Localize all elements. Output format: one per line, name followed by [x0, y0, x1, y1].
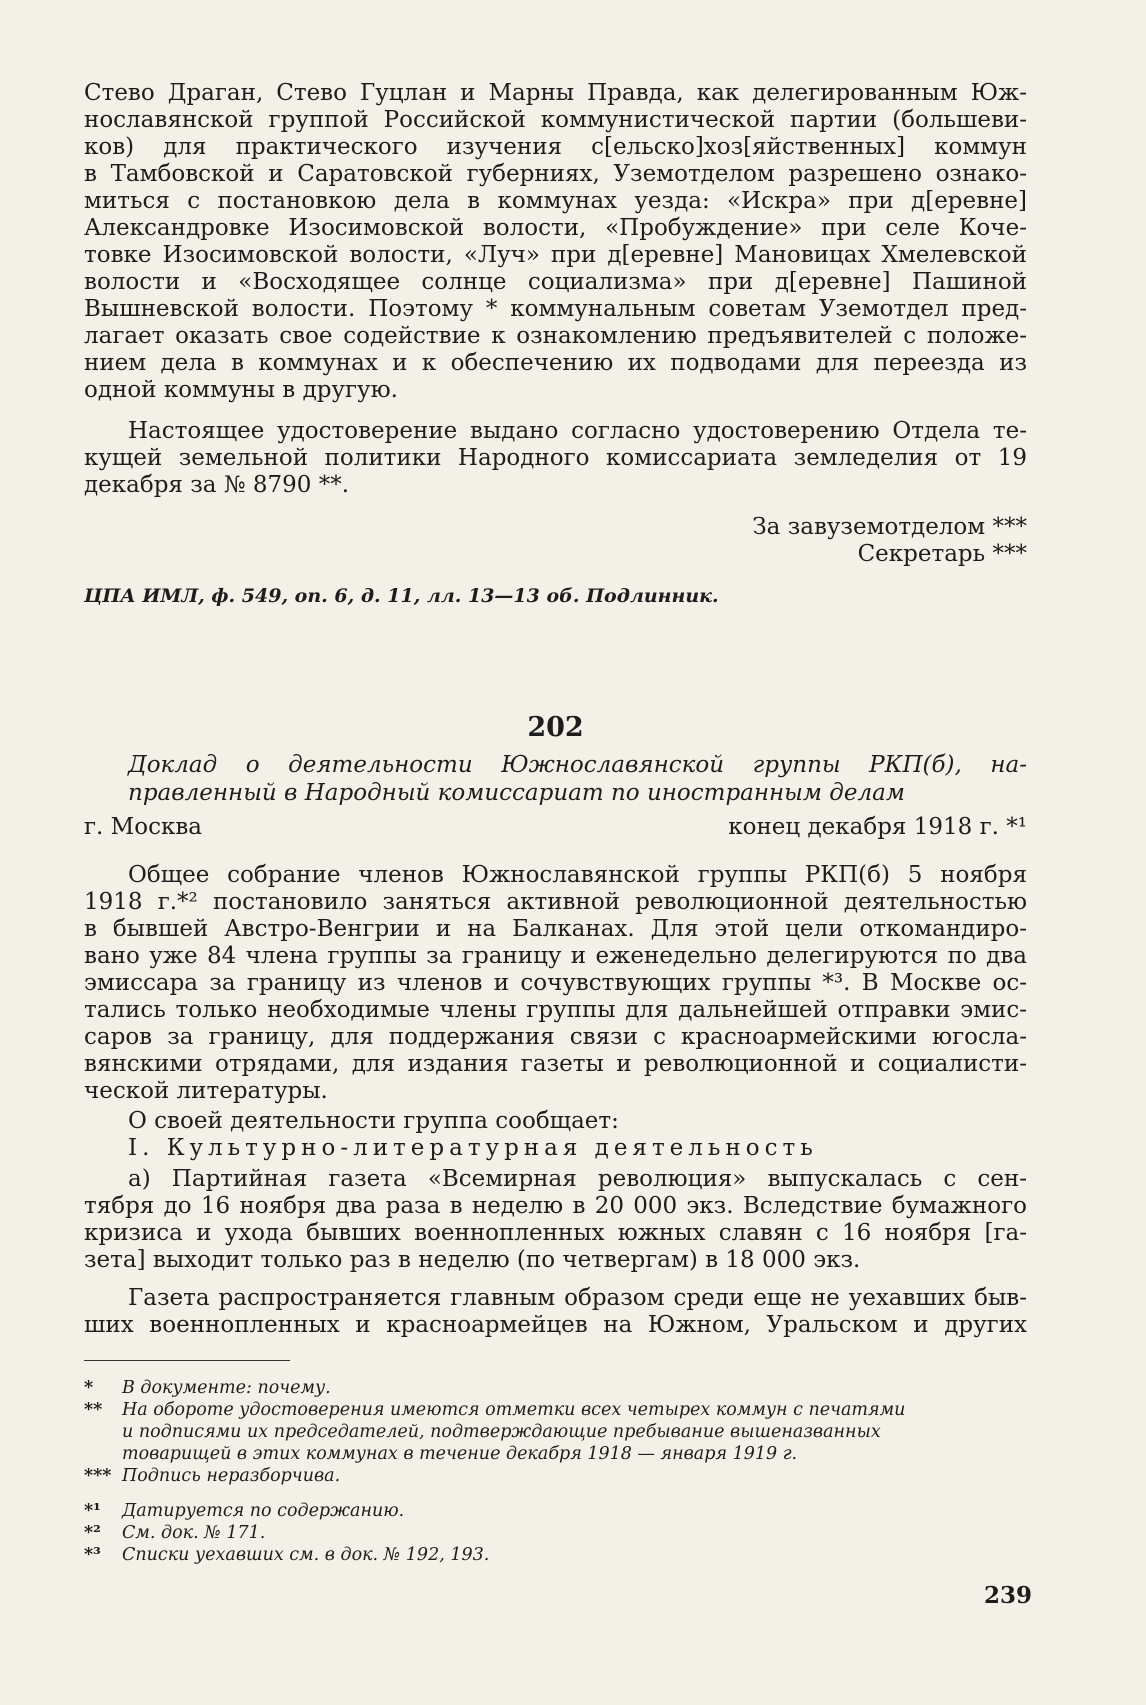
- text-line: Стево Драган, Стево Гуцлан и Марны Правда, как делегированным Юж-: [84, 80, 1027, 106]
- endnote: *² См. док. № 171.: [84, 1523, 266, 1543]
- footnotes: [84, 1377, 1027, 1487]
- text-line: волости и «Восходящее солнце социализма» при д[еревне] Пашиной: [84, 269, 1027, 295]
- footnote: ** На обороте удостоверения имеются отметки всех четырех коммун с печатями: [84, 1400, 906, 1420]
- footnote: и подписями их председателей, подтверждающие пребывание вышеназванных: [122, 1422, 881, 1442]
- signature-block: [84, 514, 1027, 568]
- page-number: 239: [984, 1582, 1033, 1609]
- text-line: декабря за № 8790 **.: [84, 472, 350, 498]
- date: конец декабря 1918 г. *¹: [728, 814, 1027, 840]
- text-line: кризиса и ухода бывших военнопленных южных славян с 16 ноября [га-: [84, 1220, 1027, 1246]
- text-line: Вышневской волости. Поэтому * коммунальным советам Уземотдел пред-: [84, 296, 1027, 322]
- footnote: *** Подпись неразборчива.: [84, 1466, 341, 1486]
- text-line: ших военнопленных и красноармейцев на Южном, Уральском и других: [84, 1312, 1027, 1338]
- footnote: товарищей в этих коммунах в течение декабря 1918 — января 1919 г.: [122, 1444, 798, 1464]
- text-line: зета] выходит только раз в неделю (по четвергам) в 18 000 экз.: [84, 1247, 861, 1273]
- activity-intro: [84, 1108, 1027, 1162]
- footnote-separator: [84, 1360, 290, 1361]
- certificate-paragraph: [84, 418, 1027, 499]
- text-line: 1918 г.*² постановило заняться активной революционной деятельностью: [84, 889, 1027, 915]
- text-line: кущей земельной политики Народного комиссариата земледелия от 19: [84, 445, 1027, 471]
- signature-line: Секретарь ***: [857, 541, 1027, 567]
- footnote: * В документе: почему.: [84, 1378, 331, 1398]
- document-number: 202: [527, 712, 584, 743]
- text-line: нославянской группой Российской коммунистической партии (большеви-: [84, 107, 1027, 133]
- place: г. Москва: [84, 814, 202, 840]
- text-line: лагает оказать свое содействие к ознакомлению предъявителей с положе-: [84, 323, 1027, 349]
- text-line: Общее собрание членов Южнославянской группы РКП(б) 5 ноября: [128, 862, 1027, 888]
- distribution-paragraph: [84, 1285, 1027, 1339]
- archive-source-note: ЦПА ИМЛ, ф. 549, оп. 6, д. 11, лл. 13—13 об. Подлинник.: [84, 585, 719, 607]
- text-line: Газета распространяется главным образом среди еще не уехавших быв-: [128, 1285, 1027, 1311]
- text-line: саров за границу, для поддержания связи с красноармейскими югосла-: [84, 1024, 1027, 1050]
- general-meeting-paragraph: [84, 862, 1027, 1105]
- text-line: ческой литературы.: [84, 1078, 328, 1104]
- text-line: Александровке Изосимовской волости, «Пробуждение» при селе Коче-: [84, 215, 1027, 241]
- title-line: Доклад о деятельности Южнославянской группы РКП(б), на-: [128, 752, 1027, 778]
- text-line: Настоящее удостоверение выдано согласно удостоверению Отдела те-: [128, 418, 1027, 444]
- text-line: О своей деятельности группа сообщает:: [128, 1108, 619, 1134]
- text-line: в бывшей Австро-Венгрии и на Балканах. Для этой цели откомандиро-: [84, 916, 1027, 942]
- text-line: ков) для практического изучения с[ельско]хоз[яйственных] коммун: [84, 134, 1027, 160]
- signature-line: За завуземотделом ***: [752, 514, 1027, 540]
- endnotes: [84, 1500, 1027, 1566]
- commune-visit-paragraph: [84, 80, 1027, 404]
- text-line: тября до 16 ноября два раза в неделю в 20 000 экз. Вследствие бумажного: [84, 1193, 1027, 1219]
- text-line: нием дела в коммунах и к обеспечению их подводами для переезда из: [84, 350, 1027, 376]
- text-line: а) Партийная газета «Всемирная революция» выпускалась с сен-: [128, 1166, 1027, 1192]
- text-line: одной коммуны в другую.: [84, 377, 398, 403]
- text-line: миться с постановкою дела в коммунах уезда: «Искра» при д[еревне]: [84, 188, 1027, 214]
- section-heading: I. Культурно-литературная деятельность: [128, 1135, 818, 1161]
- text-line: эмиссара за границу из членов и сочувствующих группы *³. В Москве ос-: [84, 970, 1027, 996]
- endnote: *³ Списки уехавших см. в док. № 192, 193.: [84, 1545, 490, 1565]
- document-title: [84, 751, 1027, 807]
- text-line: тались только необходимые члены группы для дальнейшей отправки эмис-: [84, 997, 1027, 1023]
- title-line: правленный в Народный комиссариат по иностранным делам: [128, 780, 905, 806]
- newspaper-paragraph: [84, 1166, 1027, 1274]
- text-line: вано уже 84 члена группы за границу и еженедельно делегируются по два: [84, 943, 1027, 969]
- text-line: в Тамбовской и Саратовской губерниях, Уземотделом разрешено ознако-: [84, 161, 1027, 187]
- endnote: *¹ Датируется по содержанию.: [84, 1501, 405, 1521]
- text-line: товке Изосимовской волости, «Луч» при д[еревне] Мановицах Хмелевской: [84, 242, 1027, 268]
- text-line: вянскими отрядами, для издания газеты и революционной и социалисти-: [84, 1051, 1027, 1077]
